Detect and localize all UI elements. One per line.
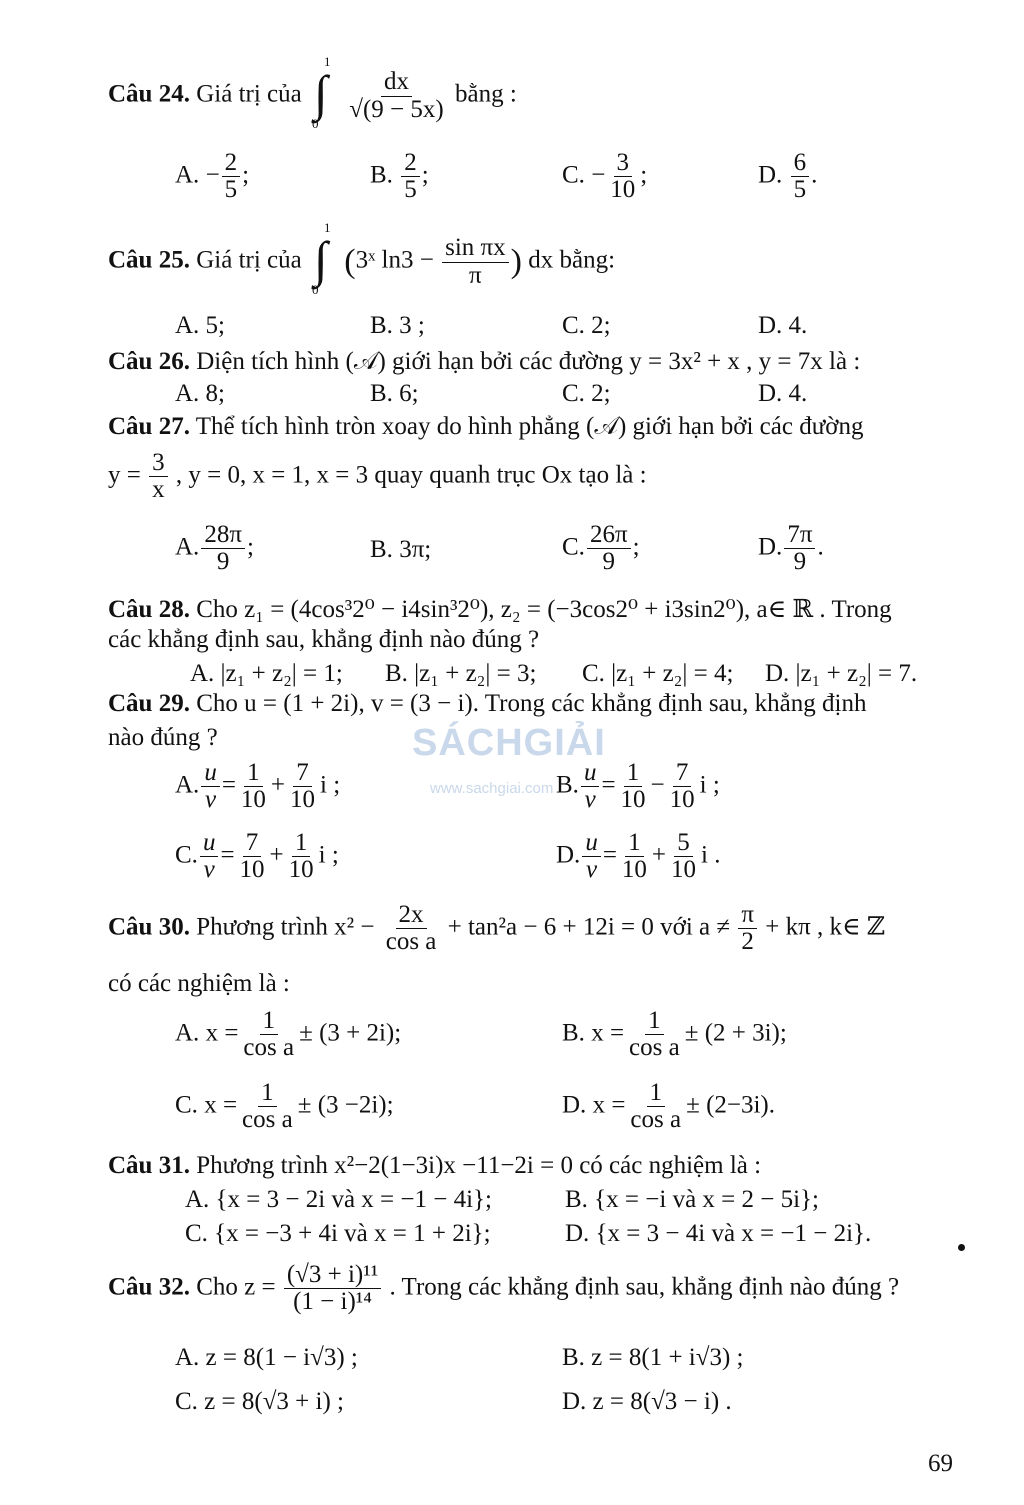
question-27-line2: y = $\frac{3}{x}$ , y = 0, x = 1, x = 3 quay quanh trục Ox tạo là : bbox=[108, 449, 647, 504]
option-c: C. 2; bbox=[562, 312, 611, 339]
option-a: A. 5; bbox=[175, 312, 225, 339]
option-b: B. $\frac{2}{5}$ ; bbox=[370, 149, 429, 204]
question-29 bbox=[108, 690, 866, 718]
option-a: A. $\frac{28\pi}{9}$ ; bbox=[175, 521, 254, 576]
page-number: 69 bbox=[928, 1450, 953, 1477]
integrand-fraction: $\frac{\text{sin πx}}{\pi}$ bbox=[442, 235, 509, 289]
option-a: A. − $\frac{2}{5}$ ; bbox=[175, 149, 250, 204]
option-b: B. 3 ; bbox=[370, 312, 425, 339]
question-label: Câu 30. bbox=[108, 913, 190, 941]
option-c: C. |z₁ + z₂| = 4; bbox=[582, 660, 734, 687]
question-25: Câu 25. Giá trị của ∫ 1 0 (3ˣ ln3 − $\frac{\text{sin πx}}{\pi}$ ) dx bằng: bbox=[108, 220, 616, 297]
option-b: B. 3π; bbox=[370, 536, 432, 563]
option-c: C. 2; bbox=[562, 380, 611, 407]
option-a: A. 8; bbox=[175, 380, 225, 407]
question-32: Câu 32. Cho z = $\frac{\text{(√3 + i)¹¹}}{\text{(1 − i)¹⁴}}$ . Trong các khẳng định sau, khẳng định nào đúng ? bbox=[108, 1261, 900, 1316]
question-text: Diện tích hình (𝒜) giới hạn bởi các đường y = 3x² + x , y = 7x là : bbox=[196, 348, 861, 375]
question-27 bbox=[108, 413, 863, 441]
option-b: B. $\frac{u}{v}$ = $\frac{1}{10}$ − $\frac{7}{10}$ i ; bbox=[556, 759, 720, 814]
question-text: Thể tích hình tròn xoay do hình phẳng (𝒜) giới hạn bởi các đường bbox=[195, 413, 864, 440]
option-a: A. {x = 3 − 2i và x = −1 − 4i}; bbox=[185, 1186, 492, 1213]
option-d: D. z = 8(√3 − i) . bbox=[562, 1388, 732, 1415]
option-d: D. $\frac{u}{v}$ = $\frac{1}{10}$ + $\frac{5}{10}$ i . bbox=[556, 829, 721, 884]
question-text: Giá trị của bbox=[196, 246, 302, 274]
question-26 bbox=[108, 348, 860, 376]
option-d: D. {x = 3 − 4i và x = −1 − 2i}. bbox=[565, 1220, 872, 1247]
question-tail: dx bằng: bbox=[528, 246, 616, 274]
option-a: A. |z₁ + z₂| = 1; bbox=[190, 660, 343, 687]
option-a: A. z = 8(1 − i√3) ; bbox=[175, 1344, 358, 1371]
question-label: Câu 29. bbox=[108, 690, 190, 717]
watermark-brand: SÁCHGIẢI bbox=[412, 722, 606, 764]
question-label: Câu 26. bbox=[108, 348, 190, 375]
question-label: Câu 25. bbox=[108, 246, 190, 274]
option-c: C. x = $\frac{1}{\text{cos a}}$ ± (3 −2i); bbox=[175, 1079, 394, 1134]
option-b: B. x = $\frac{1}{\text{cos a}}$ ± (2 + 3i); bbox=[562, 1007, 787, 1062]
question-text: Cho u = (1 + 2i), v = (3 − i). Trong các khẳng định sau, khẳng định bbox=[196, 690, 867, 717]
option-b: B. z = 8(1 + i√3) ; bbox=[562, 1344, 744, 1371]
option-b: B. {x = −i và x = 2 − 5i}; bbox=[565, 1186, 820, 1213]
question-label: Câu 31. bbox=[108, 1152, 190, 1179]
question-text: Giá trị của bbox=[196, 80, 302, 108]
question-28-line2: các khẳng định sau, khẳng định nào đúng ? bbox=[108, 626, 540, 653]
option-a: A. x = $\frac{1}{\text{cos a}}$ ± (3 + 2i); bbox=[175, 1007, 402, 1062]
option-d: D. $\frac{7\pi}{9}$ . bbox=[758, 521, 824, 576]
question-30-line2: có các nghiệm là : bbox=[108, 970, 290, 997]
equation-fraction: $\frac{2x}{\text{cos a}}$ bbox=[385, 901, 437, 956]
option-d: D. 4. bbox=[758, 380, 808, 407]
question-text: Phương trình x²−2(1−3i)x −11−2i = 0 có các nghiệm là : bbox=[196, 1152, 762, 1179]
option-d: D. x = $\frac{1}{\text{cos a}}$ ± (2−3i). bbox=[562, 1079, 776, 1134]
question-label: Câu 32. bbox=[108, 1273, 190, 1301]
curve-fraction: $\frac{3}{x}$ bbox=[149, 450, 168, 504]
condition-fraction: $\frac{\pi}{2}$ bbox=[738, 902, 757, 956]
z-fraction: $\frac{\text{(√3 + i)¹¹}}{\text{(1 − i)¹⁴}}$ bbox=[284, 1262, 381, 1316]
question-label: Câu 28. bbox=[108, 596, 190, 623]
option-c: C. z = 8(√3 + i) ; bbox=[175, 1388, 344, 1415]
question-31 bbox=[108, 1152, 761, 1180]
option-c: C. {x = −3 + 4i và x = 1 + 2i}; bbox=[185, 1220, 491, 1247]
option-a: A. $\frac{u}{v}$ = $\frac{1}{10}$ + $\frac{7}{10}$ i ; bbox=[175, 759, 341, 814]
question-tail: bằng : bbox=[454, 80, 517, 108]
option-d: D. 4. bbox=[758, 312, 808, 339]
question-label: Câu 24. bbox=[108, 80, 190, 108]
option-b: B. |z₁ + z₂| = 3; bbox=[385, 660, 537, 687]
question-28 bbox=[108, 594, 892, 624]
question-30: Câu 30. Phương trình x² − $\frac{2x}{\text{cos a}}$ + tan²a − 6 + 12i = 0 với a ≠ $\frac{\pi}{2}$ + kπ , k∈ ℤ bbox=[108, 901, 885, 956]
question-label: Câu 27. bbox=[108, 413, 190, 440]
question-24 bbox=[108, 54, 517, 131]
option-b: B. 6; bbox=[370, 380, 419, 407]
question-29-line2: nào đúng ? bbox=[108, 724, 218, 751]
option-c: C. $\frac{u}{v}$ = $\frac{7}{10}$ + $\frac{1}{10}$ i ; bbox=[175, 829, 339, 884]
option-c: C. − $\frac{3}{10}$ ; bbox=[562, 149, 648, 204]
integral-sign: ∫ 1 0 bbox=[311, 220, 331, 297]
integrand-fraction: $\frac{dx}{√(9 - 5x)}$ bbox=[349, 68, 444, 123]
integral-sign: ∫ 1 0 bbox=[311, 54, 331, 131]
option-d: D. |z₁ + z₂| = 7. bbox=[765, 660, 918, 687]
option-c: C. $\frac{26\pi}{9}$ ; bbox=[562, 521, 640, 576]
question-text: Cho z₁ = (4cos³2⁰ − i4sin³2⁰), z₂ = (−3cos2⁰ + i3sin2⁰), a∈ ℝ . Trong bbox=[196, 596, 892, 623]
watermark-url: www.sachgiai.com bbox=[430, 780, 554, 797]
ink-dot bbox=[958, 1244, 965, 1251]
option-d: D. $\frac{6}{5}$ . bbox=[758, 149, 818, 204]
